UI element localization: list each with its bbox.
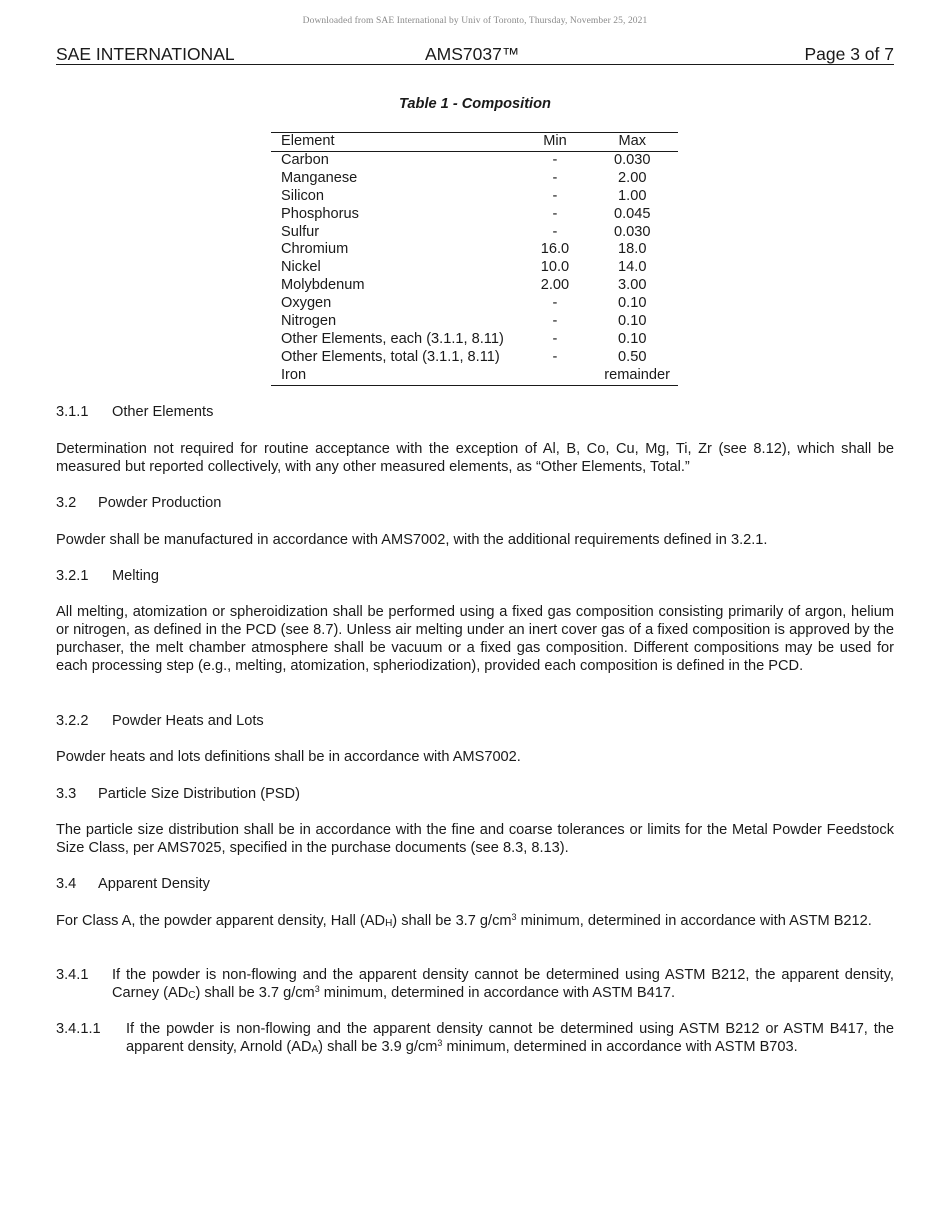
cell-min: 2.00 [540, 277, 570, 294]
page-number: Page 3 of 7 [804, 44, 894, 64]
text-run: minimum, determined in accordance with ASTM B212. [516, 913, 872, 929]
section-heading-3-1-1 [56, 403, 213, 421]
cell-min: 16.0 [540, 241, 570, 258]
subscript: H [385, 918, 393, 929]
cell-element: Molybdenum [281, 277, 365, 294]
table-row [271, 170, 678, 188]
superscript: 3 [511, 912, 517, 922]
section-heading-3-3 [56, 785, 300, 803]
text-run: minimum, determined in accordance with ASTM B703. [442, 1039, 798, 1055]
cell-min: - [552, 151, 558, 168]
cell-min: - [552, 330, 558, 347]
table-row [271, 349, 678, 367]
cell-element: Iron [281, 366, 307, 383]
cell-element: Nickel [281, 259, 321, 276]
cell-min: - [552, 187, 558, 204]
table-row [271, 151, 678, 169]
cell-element: Other Elements, each (3.1.1, 8.11) [281, 330, 504, 347]
section-text-3-2-1: All melting, atomization or spheroidization shall be performed using a fixed gas composition consisting primarily of argon, helium or nitrogen, as defined in the PCD (see 8.7). Unless air melting under an inert cover gas of a fixed composition is approved by the purchaser, the melt chamber atmosphere shall be vacuum or a fixed gas composition. Different compositions may be used for each processing step (e.g., melting, atomization, spheriodization), provided each composition is defined in the PCD. [56, 604, 894, 674]
section-number: 3.2.2 [56, 713, 89, 729]
cell-max: 18.0 [618, 241, 647, 258]
cell-max: remainder [604, 366, 670, 383]
section-number: 3.1.1 [56, 404, 89, 420]
cell-max: 0.50 [618, 348, 647, 365]
cell-min: - [552, 348, 558, 365]
section-heading-3-4 [56, 875, 210, 893]
section-number: 3.2 [56, 495, 77, 511]
text-run: ) shall be 3.7 g/cm [195, 985, 315, 1001]
table-row [271, 313, 678, 331]
table-row [271, 367, 678, 385]
section-title: Melting [112, 568, 160, 584]
cell-element: Silicon [281, 187, 324, 204]
cell-max: 0.10 [618, 295, 647, 312]
page-header [56, 44, 894, 65]
cell-max: 0.030 [613, 151, 651, 168]
cell-max: 3.00 [618, 277, 647, 294]
cell-min: - [552, 223, 558, 240]
section-number: 3.4 [56, 876, 77, 892]
section-number: 3.3 [56, 786, 77, 802]
section-text-3-4 [56, 912, 894, 930]
cell-min: - [552, 205, 558, 222]
section-heading-3-2-1 [56, 567, 159, 585]
table-row [271, 206, 678, 224]
text-run: If the powder is non-flowing and the apparent density cannot be determined using ASTM B212, the apparent density, Carney (AD [112, 967, 894, 1001]
publisher-name: SAE INTERNATIONAL [56, 44, 235, 64]
table-row [271, 277, 678, 295]
cell-max: 0.10 [618, 330, 647, 347]
cell-min: - [552, 295, 558, 312]
subscript: C [188, 990, 196, 1001]
cell-max: 0.10 [618, 313, 647, 330]
cell-max: 1.00 [618, 187, 647, 204]
cell-min [523, 367, 586, 385]
table-row [271, 331, 678, 349]
section-number-3-4-1-1: 3.4.1.1 [56, 1021, 101, 1037]
cell-element: Nitrogen [281, 313, 337, 330]
cell-min: - [552, 313, 558, 330]
section-heading-3-2-2 [56, 712, 264, 730]
section-text-3-2-2: Powder heats and lots definitions shall be in accordance with AMS7002. [56, 749, 521, 765]
section-title: Particle Size Distribution (PSD) [98, 786, 300, 802]
cell-element: Sulfur [281, 223, 320, 240]
cell-max: 0.045 [613, 205, 651, 222]
document-number: AMS7037™ [425, 44, 520, 64]
cell-element: Manganese [281, 169, 358, 186]
text-run: minimum, determined in accordance with ASTM B417. [319, 985, 676, 1001]
text-run: ) shall be 3.7 g/cm [392, 913, 512, 929]
table-header-row [271, 133, 678, 152]
download-watermark: Downloaded from SAE International by Univ of Toronto, Thursday, November 25, 2021 [302, 16, 648, 26]
section-text-3-4-1 [112, 966, 894, 1002]
subscript: A [311, 1044, 319, 1055]
section-title: Apparent Density [98, 876, 210, 892]
table-row [271, 259, 678, 277]
section-number-3-4-1: 3.4.1 [56, 967, 89, 983]
column-header-element: Element [281, 133, 335, 149]
superscript: 3 [437, 1038, 443, 1048]
section-text-3-4-1-1 [126, 1020, 894, 1056]
composition-table [271, 132, 678, 386]
table-row [271, 241, 678, 259]
cell-min: 10.0 [540, 259, 570, 276]
cell-min: - [552, 169, 558, 186]
column-header-min: Min [543, 133, 567, 149]
table-title: Table 1 - Composition [399, 96, 551, 112]
table-row [271, 224, 678, 242]
table-row [271, 295, 678, 313]
section-text-3-1-1: Determination not required for routine acceptance with the exception of Al, B, Co, Cu, Mg, Ti, Zr (see 8.12), which shall be measured but reported collectively, with any other measured elements, as “Other Elements, Total.” [56, 441, 894, 475]
cell-element: Phosphorus [281, 205, 359, 222]
cell-max: 0.030 [613, 223, 651, 240]
cell-max: 2.00 [618, 169, 647, 186]
section-title: Powder Heats and Lots [112, 713, 264, 729]
cell-element: Chromium [281, 241, 349, 258]
cell-element: Other Elements, total (3.1.1, 8.11) [281, 348, 500, 365]
section-text-3-3: The particle size distribution shall be in accordance with the fine and coarse tolerances or limits for the Metal Powder Feedstock Size Class, per AMS7025, specified in the purchase documents (see 8.3, 8.13). [56, 822, 894, 856]
cell-max: 14.0 [618, 259, 647, 276]
superscript: 3 [314, 984, 320, 994]
text-run: ) shall be 3.9 g/cm [318, 1039, 438, 1055]
column-header-max: Max [618, 133, 647, 149]
section-text-3-2: Powder shall be manufactured in accordance with AMS7002, with the additional requirements defined in 3.2.1. [56, 532, 768, 548]
table-row [271, 188, 678, 206]
cell-element: Carbon [281, 151, 329, 168]
text-run: For Class A, the powder apparent density, Hall (AD [56, 913, 386, 929]
cell-element: Oxygen [281, 295, 332, 312]
section-heading-3-2 [56, 494, 221, 512]
section-number: 3.2.1 [56, 568, 89, 584]
section-title: Other Elements [112, 404, 214, 420]
text-run: If the powder is non-flowing and the apparent density cannot be determined using ASTM B212 or ASTM B417, the apparent density, Arnold (AD [126, 1021, 894, 1055]
section-title: Powder Production [98, 495, 222, 511]
